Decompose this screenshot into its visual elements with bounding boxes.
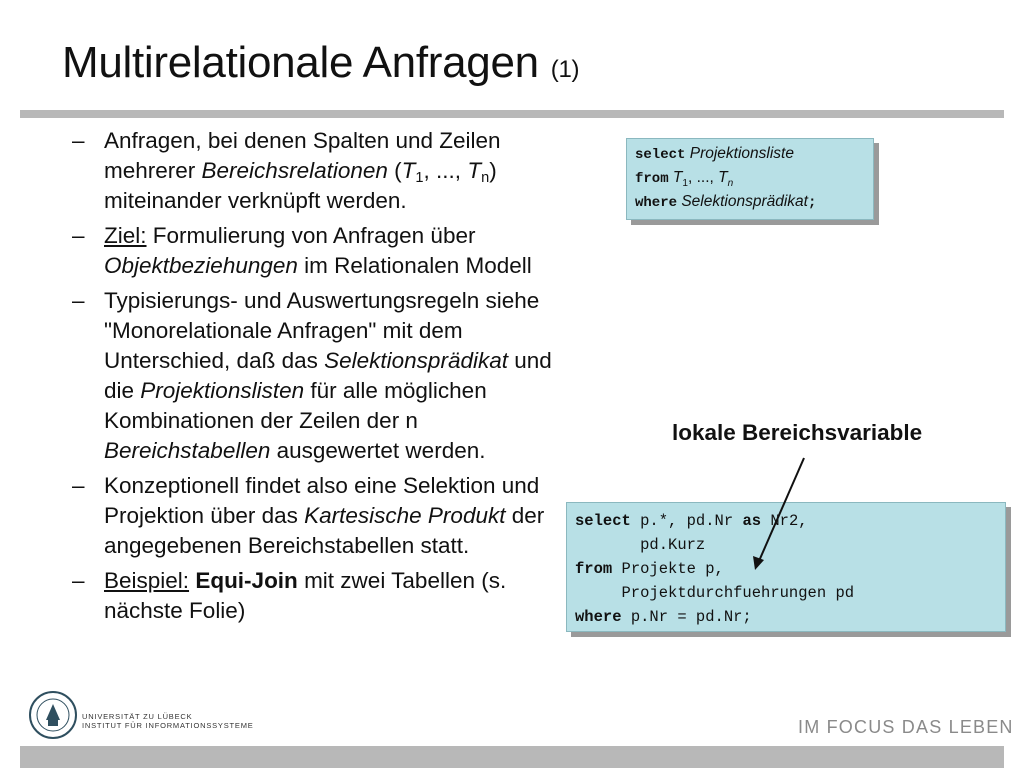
bullet-text: und die — [104, 348, 552, 403]
syntax-arg: , ..., — [688, 169, 719, 186]
keyword-from: from — [575, 560, 613, 578]
keyword-select: select — [575, 512, 631, 530]
bullet-label-underlined: Ziel: — [104, 223, 147, 248]
bullet-text: Konzeptionell findet also eine Selektion und Projektion über das — [104, 473, 540, 528]
code-text: pd.Kurz — [575, 536, 706, 554]
bullet-text-italic: Objektbeziehungen — [104, 253, 298, 278]
annotation-label: lokale Bereichsvariable — [672, 420, 923, 445]
university-name — [82, 712, 254, 730]
code-text: Projektdurchfuehrungen pd — [575, 584, 855, 602]
syntax-arg: Selektionsprädikat — [681, 193, 808, 210]
bullet-text: , ..., — [423, 158, 468, 183]
bullet-text: der angegebenen Bereichstabellen statt. — [104, 503, 545, 558]
bullet-text-italic: Kartesische Produkt — [304, 503, 506, 528]
bullet-text-italic: T — [401, 158, 416, 183]
footer-bar — [20, 746, 1004, 768]
bullet-dash: – — [72, 288, 85, 313]
semicolon: ; — [808, 195, 817, 211]
keyword-as: as — [742, 512, 762, 530]
code-text: Projekte p, — [612, 560, 724, 578]
syntax-arg: Projektionsliste — [689, 145, 794, 162]
bullet-text-italic: Selektionsprädikat — [324, 348, 508, 373]
bullet-dash: – — [72, 223, 85, 248]
title-text: Multirelationale Anfragen — [62, 38, 539, 87]
bullet-dash: – — [72, 568, 85, 593]
bullet-text: ( — [387, 158, 402, 183]
bullet-label-underlined: Beispiel: — [104, 568, 190, 593]
title-suffix: (1) — [550, 56, 580, 83]
university-line1: UNIVERSITÄT ZU LÜBECK — [82, 712, 193, 721]
subscript: 1 — [415, 170, 424, 186]
subscript: n — [727, 178, 734, 189]
bullet-text-italic: Bereichsrelationen — [201, 158, 388, 183]
university-seal-icon — [28, 690, 78, 740]
syntax-arg: T — [718, 169, 728, 186]
subscript: 1 — [682, 178, 688, 189]
code-text: Nr2, — [761, 512, 808, 530]
syntax-arg: T — [672, 169, 683, 186]
bullet-text: ausgewertet werden. — [270, 438, 486, 463]
code-text: p.Nr = pd.Nr; — [621, 608, 752, 626]
bullet-text-italic: Bereichstabellen — [104, 438, 271, 463]
code-text: p.*, pd.Nr — [630, 512, 743, 530]
bullet-text-bold: Equi-Join — [195, 568, 298, 593]
bullet-text: für alle möglichen Kombinationen der Zeilen der n — [104, 378, 487, 433]
bullet-text: Typisierungs- und Auswertungsregeln siehe "Monorelationale Anfragen" mit dem Unterschied, daß das — [104, 288, 540, 373]
bullet-text-italic: Projektionslisten — [140, 378, 305, 403]
university-line2: INSTITUT FÜR INFORMATIONSSYSTEME — [82, 721, 254, 730]
keyword-from: from — [635, 171, 669, 187]
bullet-text: im Relationalen Modell — [297, 253, 532, 278]
bullet-text: Formulierung von Anfragen über — [146, 223, 476, 248]
bullet-dash: – — [72, 128, 85, 153]
bullet-text: ) miteinander verknüpft werden. — [104, 158, 497, 213]
footer-slogan: IM FOCUS DAS LEBEN — [798, 717, 1014, 737]
keyword-select: select — [635, 147, 686, 163]
bullet-dash: – — [72, 473, 85, 498]
keyword-where: where — [635, 195, 678, 211]
bullet-text: mit zwei Tabellen (s. nächste Folie) — [104, 568, 507, 623]
bullet-text-italic: T — [467, 158, 482, 183]
keyword-where: where — [575, 608, 622, 626]
bullet-text: Anfragen, bei denen Spalten und Zeilen mehrerer — [104, 128, 501, 183]
subscript: n — [481, 170, 490, 186]
